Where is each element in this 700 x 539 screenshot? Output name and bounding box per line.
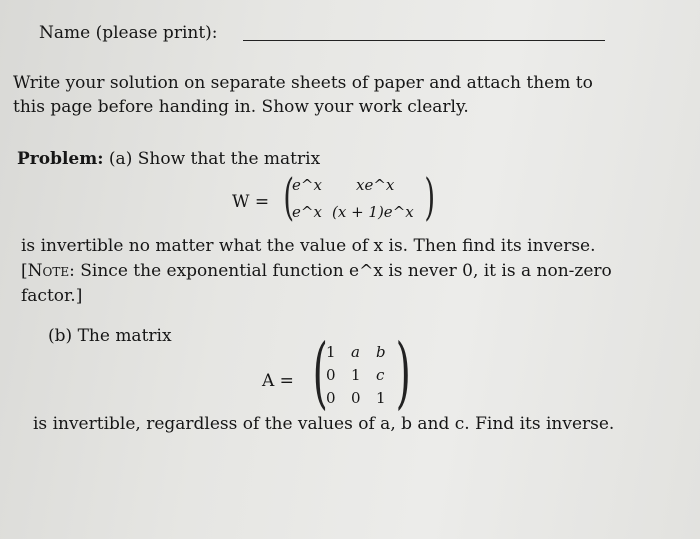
part-b-after-line: is invertible, regardless of the values of a, b and c. Find its inverse. bbox=[33, 414, 615, 434]
matrix-a-cell-33: 1 bbox=[376, 389, 386, 407]
part-b-intro-line bbox=[48, 325, 172, 347]
problem-a-intro-line bbox=[17, 148, 320, 170]
matrix-w-right-paren: ) bbox=[424, 168, 436, 226]
matrix-w-cell-12: xe^x bbox=[356, 176, 395, 194]
part-b-label: (b) bbox=[48, 326, 73, 346]
instructions-line-2: this page before handing in. Show your work clearly. bbox=[13, 97, 469, 117]
matrix-a-cell-21: 0 bbox=[326, 366, 336, 384]
matrix-w-left-paren: ( bbox=[283, 168, 295, 226]
matrix-w-cell-21: e^x bbox=[292, 203, 322, 221]
note-text-2: factor. bbox=[21, 286, 76, 306]
instructions-line-1: Write your solution on separate sheets of paper and attach them to bbox=[13, 73, 593, 93]
problem-heading: Problem: bbox=[17, 149, 104, 169]
name-blank-line bbox=[243, 40, 605, 41]
matrix-a-cell-23: c bbox=[376, 366, 385, 384]
matrix-a-right-paren: ) bbox=[395, 328, 411, 418]
part-a-intro: Show that the matrix bbox=[137, 149, 321, 169]
matrix-a-cell-11: 1 bbox=[326, 343, 336, 361]
matrix-a-label: A = bbox=[262, 371, 294, 391]
part-a-after-line-1: is invertible no matter what the value of x is. Then find its inverse. bbox=[21, 236, 596, 256]
note-label: Note: bbox=[27, 261, 75, 281]
matrix-a-cell-31: 0 bbox=[326, 389, 336, 407]
matrix-a-cell-12: a bbox=[351, 343, 360, 361]
matrix-w-label: W = bbox=[232, 192, 270, 212]
part-a-note-line-2: factor.] bbox=[21, 286, 83, 306]
matrix-w-cell-22: (x + 1)e^x bbox=[332, 203, 414, 221]
part-b-intro: The matrix bbox=[77, 326, 172, 346]
matrix-a-cell-22: 1 bbox=[351, 366, 361, 384]
name-label: Name (please print): bbox=[39, 23, 218, 43]
matrix-a-left-paren: ( bbox=[312, 328, 328, 418]
part-a-note-line: [Note: Since the exponential function e^x is never 0, it is a non-zero bbox=[21, 261, 612, 281]
matrix-w-cell-11: e^x bbox=[292, 176, 322, 194]
part-a-label: (a) bbox=[108, 149, 133, 169]
matrix-a-cell-32: 0 bbox=[351, 389, 361, 407]
note-text-1: Since the exponential function e^x is never 0, it is a non-zero bbox=[80, 261, 612, 281]
matrix-a-cell-13: b bbox=[376, 343, 386, 361]
